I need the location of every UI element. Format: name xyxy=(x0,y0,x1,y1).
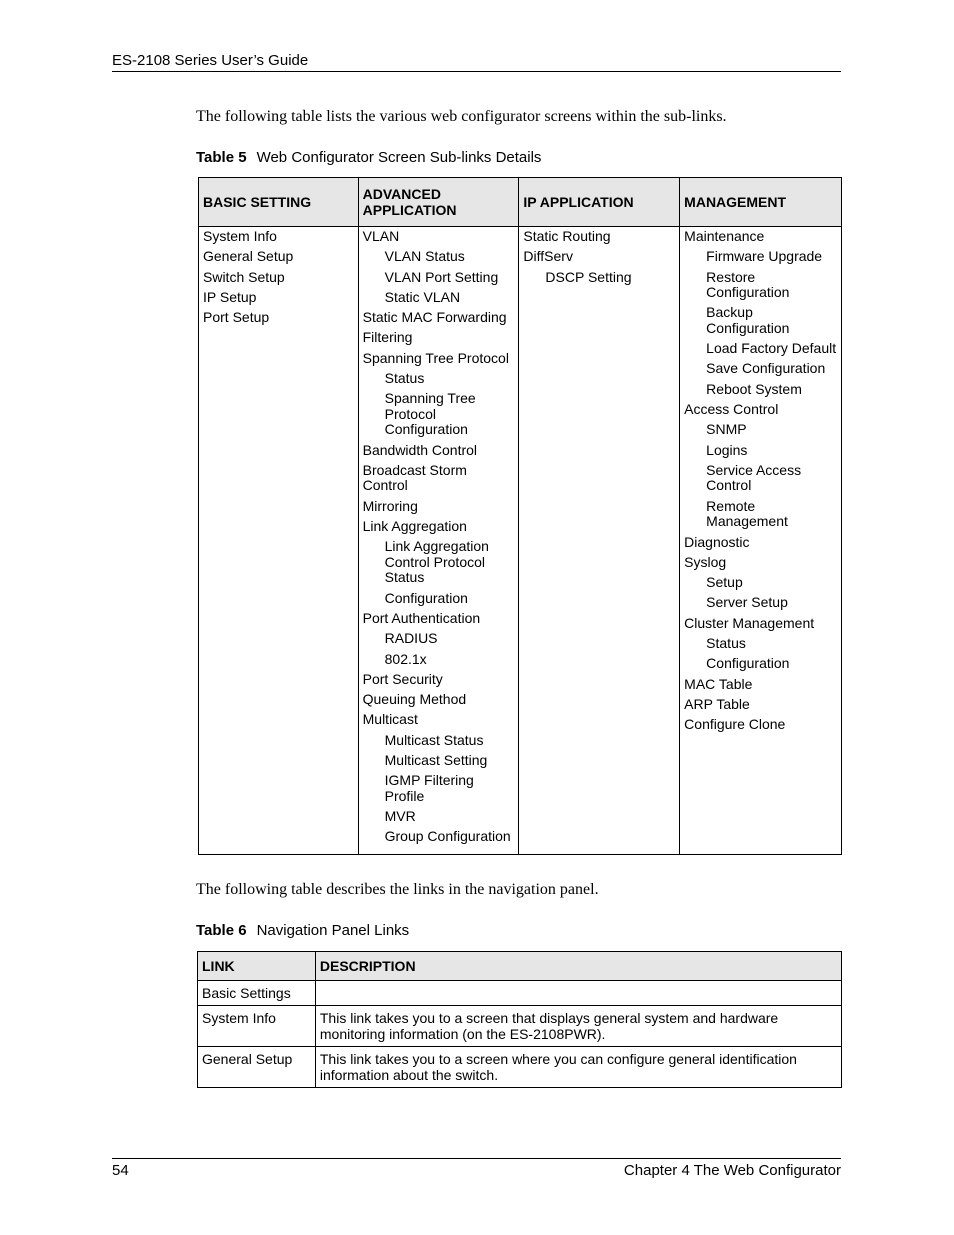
col-header-ip-application: IP APPLICATION xyxy=(519,178,680,227)
sub-link-item: DiffServ xyxy=(523,248,573,265)
sub-link-item: Service Access Control xyxy=(706,461,802,494)
intro-paragraph-1: The following table lists the various web configurator screens within the sub-links. xyxy=(196,108,727,125)
sub-link-item: Cluster Management xyxy=(684,614,815,631)
col-header-basic-setting: BASIC SETTING xyxy=(199,178,359,227)
sub-link-item: Configuration xyxy=(706,655,790,672)
table5-caption xyxy=(196,149,541,166)
sub-link-item: Status xyxy=(384,370,425,387)
description-cell: This link takes you to a screen where you can configure general identification information about the switch. xyxy=(315,1047,841,1088)
sub-link-item: Access Control xyxy=(684,401,779,418)
page-number: 54 xyxy=(112,1162,129,1179)
sub-link-item: Configuration xyxy=(384,589,468,606)
sub-links-table xyxy=(198,177,842,855)
sub-link-item: Multicast xyxy=(362,711,418,728)
sub-link-item: Reboot System xyxy=(706,380,802,397)
sub-link-item: Diagnostic xyxy=(684,533,750,550)
sub-link-item: Queuing Method xyxy=(362,691,467,708)
sub-link-item: Backup Configuration xyxy=(706,304,790,336)
sub-link-item: Spanning Tree Protocol xyxy=(362,349,509,366)
sub-link-item: Spanning Tree Protocol Configuration xyxy=(384,390,476,438)
sub-link-item: DSCP Setting xyxy=(545,268,632,285)
sub-link-item: Setup xyxy=(706,574,743,591)
table6-title: Navigation Panel Links xyxy=(256,922,410,939)
sub-link-item: Logins xyxy=(706,441,748,458)
sub-link-item: Maintenance xyxy=(684,228,765,244)
sub-link-item: IGMP Filtering Profile xyxy=(384,772,474,804)
sub-link-item: Multicast Status xyxy=(384,731,484,748)
sub-link-item: Static MAC Forwarding xyxy=(362,309,507,326)
management-cell xyxy=(680,227,842,855)
sub-link-item: General Setup xyxy=(203,248,294,265)
sub-link-item: Configure Clone xyxy=(684,716,786,733)
sub-link-item: Broadcast Storm Control xyxy=(362,461,467,494)
sub-link-item: Bandwidth Control xyxy=(362,441,478,458)
sub-link-item: Link Aggregation Control Protocol Status xyxy=(384,538,489,586)
navigation-links-table xyxy=(197,951,842,1088)
table5-label: Table 5 xyxy=(196,149,247,166)
sub-link-item: Syslog xyxy=(684,553,727,570)
col-header-description: DESCRIPTION xyxy=(315,952,841,981)
sub-link-item: SNMP xyxy=(706,421,747,438)
running-footer xyxy=(112,1158,841,1179)
sub-link-item: Status xyxy=(706,635,746,652)
sub-link-item: Filtering xyxy=(362,329,413,346)
description-cell xyxy=(315,981,841,1006)
sub-link-item: RADIUS xyxy=(384,630,438,647)
chapter-title: Chapter 4 The Web Configurator xyxy=(623,1162,841,1179)
col-header-link: LINK xyxy=(198,952,316,981)
ip-application-cell xyxy=(519,227,680,855)
sub-link-item: Mirroring xyxy=(362,497,418,514)
sub-link-item: Port Setup xyxy=(203,309,270,326)
sub-link-item: Port Security xyxy=(362,670,443,687)
sub-link-item: Multicast Setting xyxy=(384,752,488,769)
sub-link-item: Server Setup xyxy=(706,594,788,611)
sub-link-item: System Info xyxy=(203,228,277,244)
sub-link-item: Save Configuration xyxy=(706,360,826,377)
sub-link-item: Link Aggregation xyxy=(362,518,467,535)
intro-paragraph-2: The following table describes the links in the navigation panel. xyxy=(196,881,599,898)
col-header-management: MANAGEMENT xyxy=(680,178,842,227)
table6-caption xyxy=(196,922,409,939)
col-header-advanced-application: ADVANCED APPLICATION xyxy=(358,178,519,227)
table6-label: Table 6 xyxy=(196,922,247,939)
link-cell: General Setup xyxy=(198,1047,316,1088)
sub-link-item: Load Factory Default xyxy=(706,340,837,357)
sub-link-item: VLAN xyxy=(362,228,400,244)
table5-title: Web Configurator Screen Sub-links Details xyxy=(256,149,542,166)
sub-link-item: VLAN Port Setting xyxy=(384,268,499,285)
sub-link-item: Group Configuration xyxy=(384,828,511,845)
link-cell: System Info xyxy=(198,1006,316,1047)
sub-link-item: Static VLAN xyxy=(384,288,461,305)
description-cell: This link takes you to a screen that displays general system and hardware monitoring information (on the ES-2108PWR). xyxy=(315,1006,841,1047)
sub-link-item: MVR xyxy=(384,808,416,825)
sub-link-item: Restore Configuration xyxy=(706,268,790,301)
sub-link-item: VLAN Status xyxy=(384,248,465,265)
sub-link-item: Firmware Upgrade xyxy=(706,248,823,265)
sub-link-item: Static Routing xyxy=(523,228,611,244)
sub-link-item: MAC Table xyxy=(684,675,753,692)
sub-link-item: Remote Management xyxy=(706,497,788,530)
sub-link-item: IP Setup xyxy=(203,288,257,305)
link-cell: Basic Settings xyxy=(198,981,316,1006)
sub-link-item: ARP Table xyxy=(684,695,750,712)
basic-setting-cell xyxy=(199,227,359,855)
sub-link-item: Switch Setup xyxy=(203,268,285,285)
advanced-application-cell xyxy=(358,227,519,855)
sub-link-item: 802.1x xyxy=(384,650,427,667)
sub-link-item: Port Authentication xyxy=(362,609,481,626)
running-header: ES-2108 Series User’s Guide xyxy=(112,52,841,72)
